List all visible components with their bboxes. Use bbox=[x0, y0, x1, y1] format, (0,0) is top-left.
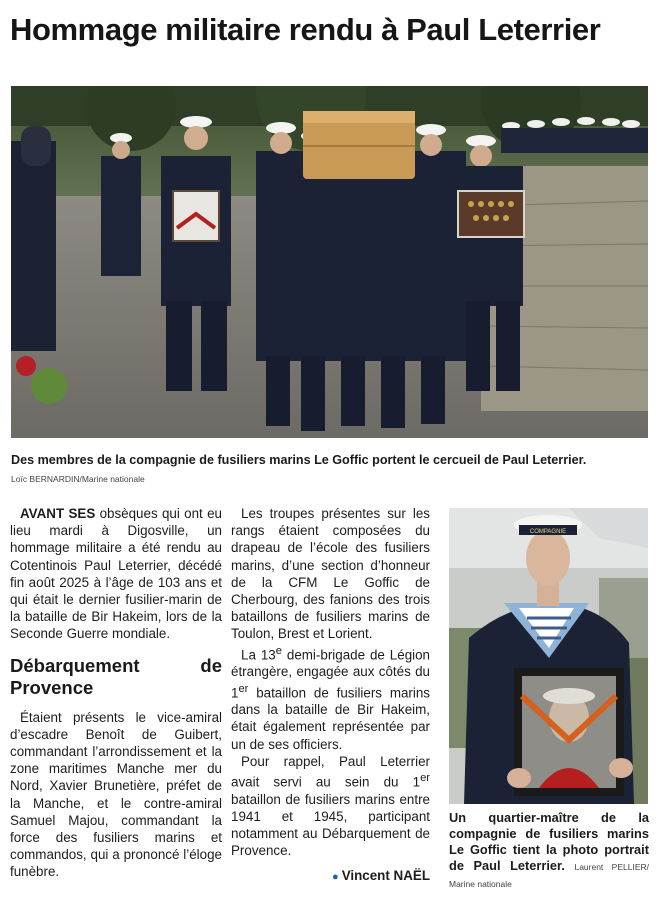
article-column-2 bbox=[231, 505, 430, 887]
bullet-dot-icon: ● bbox=[332, 871, 339, 884]
paragraph-4-sup-a: e bbox=[275, 644, 282, 657]
paragraph-3: Les troupes présentes sur les rangs étaient composées du drapeau de l’école des fusiliers marins, d’une section d’honneur de la CFM Le Goffic de Cherbourg, des fanions des trois bataillons de fusiliers marins de Toulon, Brest et Lorient. bbox=[231, 506, 430, 642]
cap-tally-text: COMPAGNIE bbox=[529, 529, 567, 535]
byline-name: Vincent NAËL bbox=[341, 868, 430, 884]
paragraph-4-a: La 13 bbox=[241, 647, 276, 663]
lead-in: AVANT SES bbox=[20, 506, 96, 521]
paragraph-4 bbox=[231, 643, 430, 753]
main-photo bbox=[11, 86, 648, 438]
byline bbox=[231, 867, 430, 886]
article-column-1 bbox=[10, 505, 222, 881]
paragraph-5-sup-a: er bbox=[420, 771, 430, 784]
paragraph-1-text: obsèques qui ont eu lieu mardi à Digosville, un hommage militaire a été rendu au Cotentinois Paul Leterrier, décédé fin août 2025 à l’âge de 103 ans et qui était le dernier fusilier-marin de la bataille de Bir Hakeim, lors de la Seconde Guerre mondiale. bbox=[10, 506, 222, 642]
main-photo-credit: Loïc BERNARDIN/Marine nationale bbox=[11, 474, 145, 484]
paragraph-2: Étaient présents le vice-amiral d’escadre Benoît de Guibert, commandant l’arrondissement et la zone maritimes Manche mer du Nord, Xavier Brunetière, préfet de la Manche, et le contre-amiral Samuel Majou, commandant la force des fusiliers marins et commandos, qui a prononcé l’éloge funèbre. bbox=[10, 709, 222, 880]
paragraph-4-sup-b: er bbox=[238, 682, 249, 695]
side-photo bbox=[449, 508, 648, 804]
paragraph-5-a: Pour rappel, Paul Leterrier avait servi au sein du 1 bbox=[231, 753, 430, 790]
side-photo-caption bbox=[449, 810, 649, 892]
headline: Hommage militaire rendu à Paul Leterrier bbox=[10, 12, 601, 47]
procession-illustration bbox=[11, 86, 648, 438]
subhead: Débarquement de Provence bbox=[10, 654, 222, 698]
paragraph-5-b: bataillon de fusiliers marins entre 1941 et 1945, participant notamment au Débarquement de Provence. bbox=[231, 791, 430, 859]
main-photo-caption: Des membres de la compagnie de fusiliers marins Le Goffic portent le cercueil de Paul Leterrier. bbox=[11, 453, 587, 467]
side-photo-credit: Laurent PELLIER/ Marine nationale bbox=[449, 862, 650, 889]
paragraph-5 bbox=[231, 753, 430, 860]
paragraph-1 bbox=[10, 505, 222, 643]
paragraph-4-b: demi-brigade de Légion étrangère, engagée aux côtés du 1 bbox=[231, 647, 431, 700]
side-caption-text: Un quartier-maître de la compagnie de fusiliers marins Le Goffic tient la photo portrait de Paul Leterrier. bbox=[449, 810, 649, 873]
paragraph-4-c: bataillon de fusiliers marins dans la bataille de Bir Hakeim, était également représentée par un de ses officiers. bbox=[231, 684, 430, 752]
sailor-portrait-illustration bbox=[449, 508, 648, 804]
